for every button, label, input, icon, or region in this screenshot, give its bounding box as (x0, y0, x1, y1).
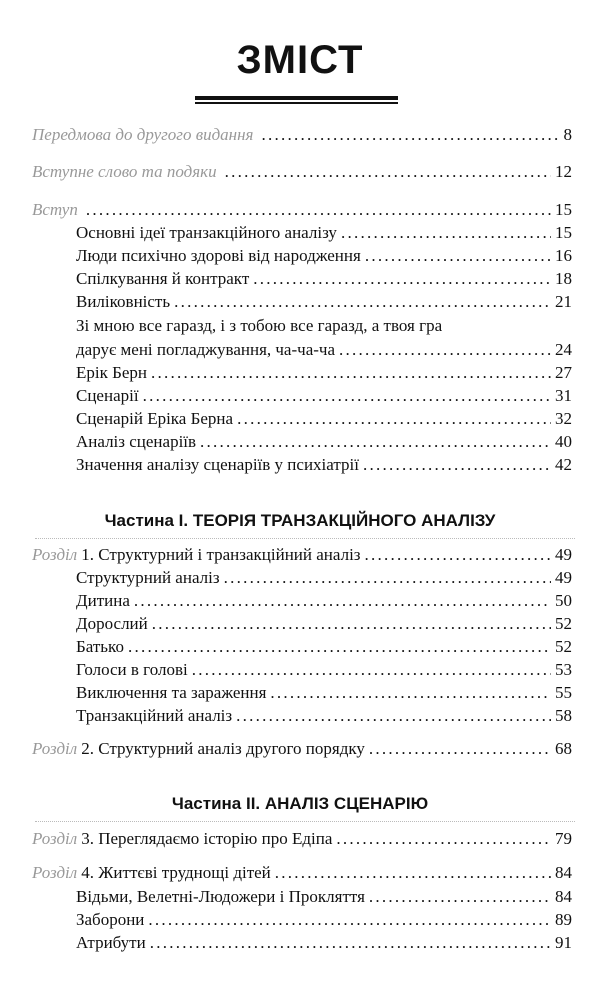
entry-title: Атрибути (76, 933, 146, 952)
entry-title: Структурний аналіз (76, 568, 220, 587)
entry-page: 27 (555, 363, 572, 382)
entry-lead: Розділ (32, 545, 78, 564)
toc-chapter[interactable] (0, 828, 600, 850)
part-2-heading[interactable]: Частина ІІ. АНАЛІЗ СЦЕНАРІЮ (171, 794, 429, 813)
entry-title: Батько (76, 637, 124, 656)
entry-lead: Вступ (32, 200, 78, 219)
leader-dots (365, 245, 551, 267)
leader-dots (174, 291, 551, 313)
leader-dots (225, 161, 551, 183)
entry-title: Транзакційний аналіз (76, 706, 233, 725)
entry-page: 49 (555, 545, 572, 564)
entry-title: Заборони (76, 910, 145, 929)
toc-subentry[interactable] (0, 909, 600, 931)
leader-dots (134, 590, 551, 612)
entry-lead: Розділ (32, 863, 78, 882)
entry-page: 89 (555, 910, 572, 929)
leader-dots (237, 408, 551, 430)
toc-subentry[interactable] (0, 886, 600, 908)
toc-subentry[interactable] (0, 385, 600, 407)
toc-subentry[interactable] (0, 636, 600, 658)
entry-title: Виключення та зараження (76, 683, 267, 702)
entry-page: 15 (555, 200, 572, 219)
entry-lead: Вступне слово та подяки (32, 162, 217, 181)
entry-title: Сценарій Еріка Берна (76, 409, 234, 428)
leader-dots (261, 124, 559, 146)
leader-dots (236, 705, 551, 727)
entry-page: 50 (555, 591, 572, 610)
leader-dots (270, 682, 551, 704)
toc-entry[interactable] (0, 161, 600, 183)
entry-page: 21 (555, 292, 572, 311)
toc-chapter[interactable] (0, 862, 600, 884)
entry-page: 40 (555, 432, 572, 451)
leader-dots (369, 886, 551, 908)
entry-page: 31 (555, 386, 572, 405)
leader-dots (275, 862, 551, 884)
leader-dots (339, 339, 551, 361)
leader-dots (148, 909, 551, 931)
entry-page: 53 (555, 660, 572, 679)
entry-title: Дорослий (76, 614, 148, 633)
toc-subentry[interactable] (0, 454, 600, 476)
leader-dots (128, 636, 551, 658)
entry-page: 84 (555, 863, 572, 882)
toc-subentry[interactable] (0, 613, 600, 635)
entry-page: 12 (555, 162, 572, 181)
entry-page: 8 (563, 125, 572, 144)
toc-subentry[interactable] (0, 567, 600, 589)
leader-dots (224, 567, 551, 589)
entry-lead: Передмова до другого видання (32, 125, 254, 144)
entry-title: Основні ідеї транзакційного аналізу (76, 223, 337, 242)
entry-page: 55 (555, 683, 572, 702)
leader-dots (363, 454, 551, 476)
entry-title: Люди психічно здорові від народження (76, 246, 361, 265)
divider (35, 821, 575, 823)
entry-title: Відьми, Велетні-Людожери і Прокляття (76, 887, 365, 906)
toc-chapter[interactable] (0, 738, 600, 760)
toc-subentry[interactable] (0, 222, 600, 244)
leader-dots (336, 828, 551, 850)
entry-title: 2. Структурний аналіз другого порядку (81, 739, 365, 758)
divider (35, 538, 575, 540)
leader-dots (150, 932, 551, 954)
entry-title: дарує мені погладжування, ча-ча-ча (76, 340, 335, 359)
toc-subentry[interactable] (0, 431, 600, 453)
toc-entry[interactable] (0, 199, 600, 221)
entry-page: 79 (555, 829, 572, 848)
toc-subentry-line1[interactable] (0, 315, 600, 337)
entry-page: 24 (555, 340, 572, 359)
entry-page: 42 (555, 455, 572, 474)
entry-title: Дитина (76, 591, 130, 610)
toc-entry[interactable] (0, 124, 600, 146)
toc-subentry[interactable] (0, 268, 600, 290)
entry-title: 4. Життєві труднощі дітей (81, 863, 271, 882)
entry-page: 52 (555, 637, 572, 656)
leader-dots (86, 199, 551, 221)
entry-title: Спілкування й контракт (76, 269, 250, 288)
toc-subentry[interactable] (0, 408, 600, 430)
entry-page: 16 (555, 246, 572, 265)
page-title: ЗМІСТ (236, 38, 364, 82)
entry-page: 49 (555, 568, 572, 587)
leader-dots (151, 362, 551, 384)
entry-title: 1. Структурний і транзакційний аналіз (81, 545, 361, 564)
entry-page: 52 (555, 614, 572, 633)
leader-dots (341, 222, 551, 244)
toc-subentry[interactable] (0, 291, 600, 313)
toc-subentry[interactable] (0, 339, 600, 361)
toc-subentry[interactable] (0, 245, 600, 267)
entry-title: Голоси в голові (76, 660, 188, 679)
entry-page: 58 (555, 706, 572, 725)
entry-title: Зі мною все гаразд, і з тобою все гаразд, а твоя гра (76, 316, 443, 335)
entry-page: 84 (555, 887, 572, 906)
leader-dots (200, 431, 551, 453)
toc-subentry[interactable] (0, 705, 600, 727)
leader-dots (253, 268, 551, 290)
toc-subentry[interactable] (0, 682, 600, 704)
entry-page: 68 (555, 739, 572, 758)
entry-title: 3. Переглядаємо історію про Едіпа (81, 829, 333, 848)
toc-subentry[interactable] (0, 932, 600, 954)
part-1-heading[interactable]: Частина І. ТЕОРІЯ ТРАНЗАКЦІЙНОГО АНАЛІЗУ (104, 511, 496, 530)
toc-subentry[interactable] (0, 659, 600, 681)
entry-page: 15 (555, 223, 572, 242)
entry-title: Аналіз сценаріїв (76, 432, 197, 451)
leader-dots (143, 385, 551, 407)
entry-title: Виліковність (76, 292, 171, 311)
toc-subentry[interactable] (0, 590, 600, 612)
leader-dots (365, 544, 551, 566)
entry-title: Ерік Берн (76, 363, 148, 382)
entry-lead: Розділ (32, 739, 78, 758)
entry-title: Значення аналізу сценаріїв у психіатрії (76, 455, 359, 474)
entry-lead: Розділ (32, 829, 78, 848)
toc-subentry[interactable] (0, 362, 600, 384)
toc-chapter[interactable] (0, 544, 600, 566)
leader-dots (369, 738, 551, 760)
entry-page: 32 (555, 409, 572, 428)
leader-dots (192, 659, 551, 681)
entry-page: 18 (555, 269, 572, 288)
leader-dots (152, 613, 551, 635)
entry-page: 91 (555, 933, 572, 952)
entry-title: Сценарії (76, 386, 139, 405)
